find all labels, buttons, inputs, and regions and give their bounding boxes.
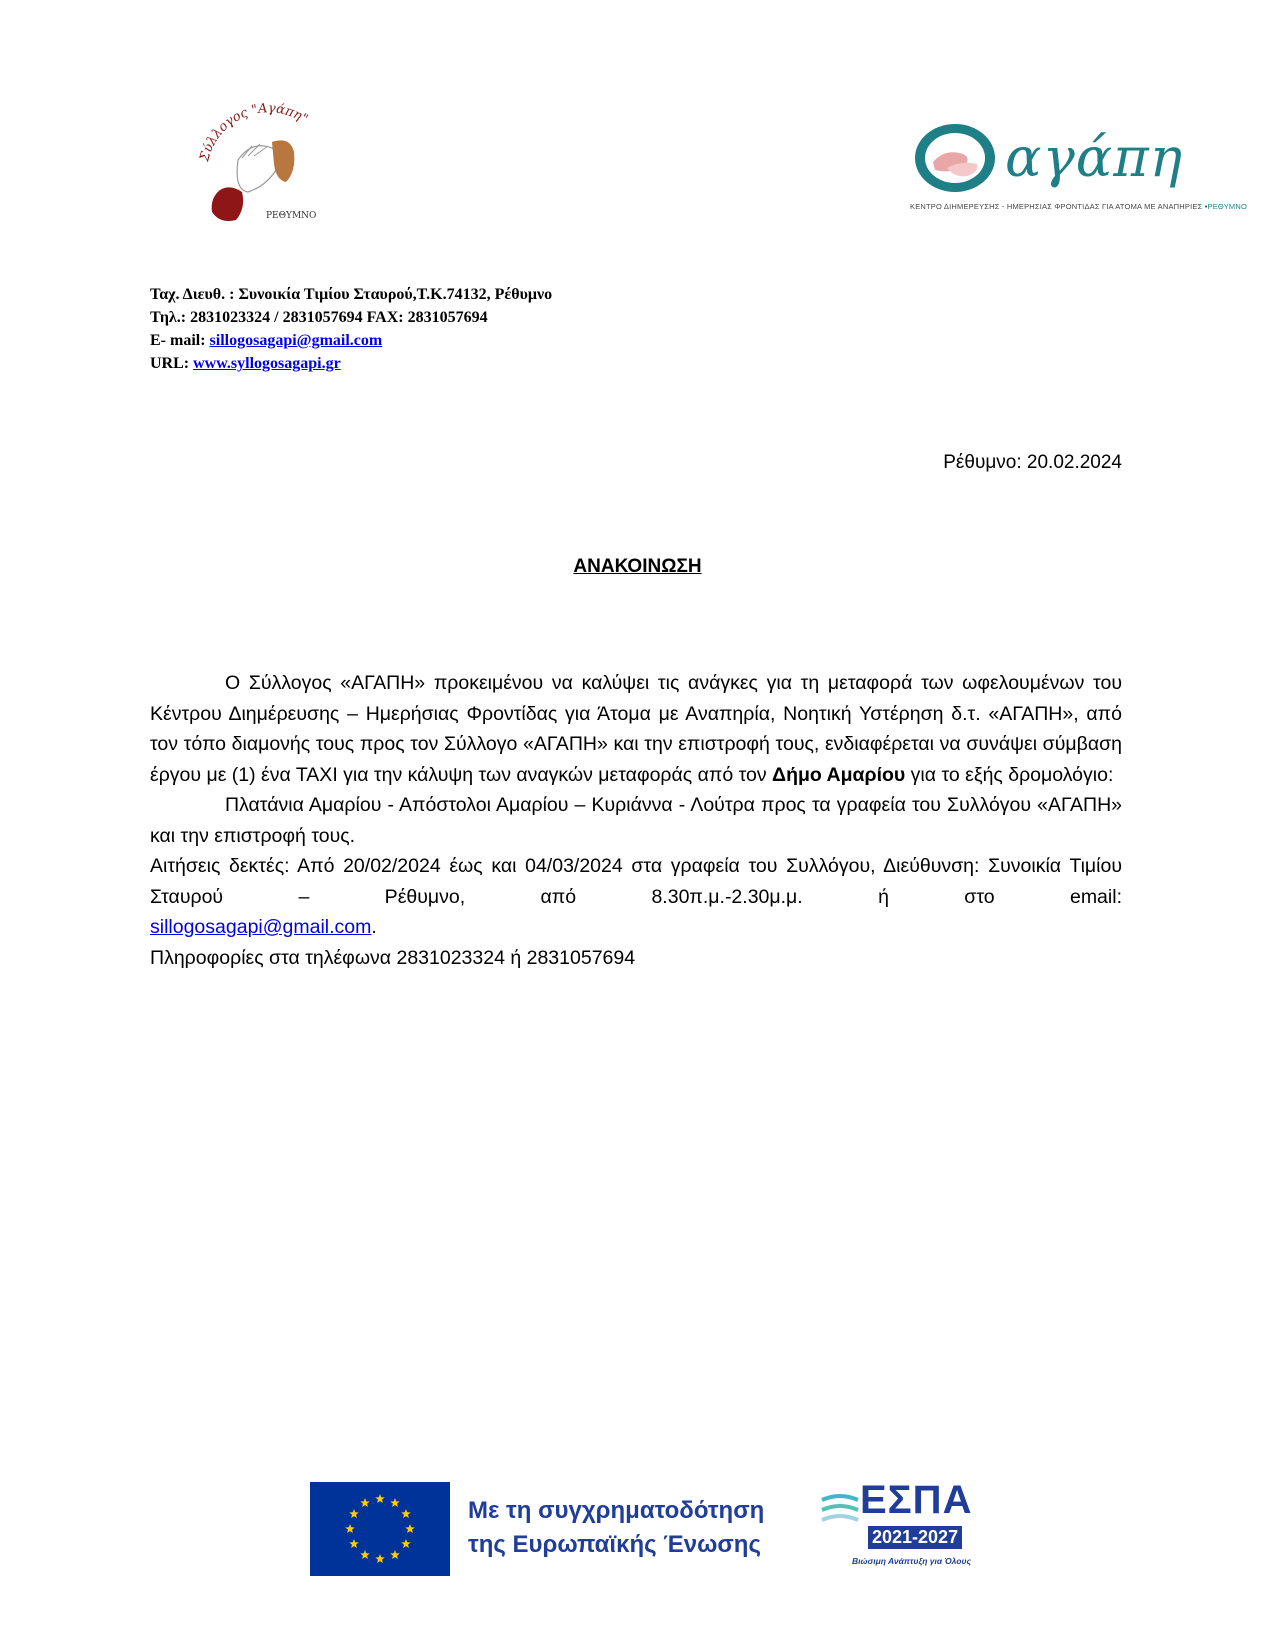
contact-email-line <box>150 329 552 352</box>
url-label: URL: <box>150 355 194 372</box>
website-link[interactable]: www.syllogosagapi.gr <box>193 355 341 372</box>
paragraph-3: Αιτήσεις δεκτές: Από 20/02/2024 έως και 04/03/2024 στα γραφεία του Συλλόγου, Διεύθυνση: Συνοικία Τιμίου Σταυρού – Ρέθυμνο, από 8.30π.μ.-2.30μ.μ. ή στο email: <box>150 855 1122 908</box>
cofunding-line-2: της Ευρωπαϊκής Ένωσης <box>468 1531 761 1558</box>
espa-logo <box>820 1478 973 1578</box>
funding-footer <box>310 1478 973 1578</box>
contact-url-line <box>150 352 552 375</box>
eu-flag-icon <box>310 1482 450 1576</box>
cofunding-line-1: Με τη συγχρηματοδότηση <box>468 1497 765 1524</box>
p1-text-end: για το εξής δρομολόγιο: <box>905 763 1114 786</box>
email-link[interactable]: sillogosagapi@gmail.com <box>209 332 383 349</box>
paragraph-4: Πληροφορίες στα τηλέφωνα 2831023324 ή 2831057694 <box>150 946 636 969</box>
logo-city-text: ΡΕΘΥΜΝΟ <box>266 211 317 221</box>
agapi-tagline <box>910 202 1248 211</box>
agapi-tagline-text: ΚΕΝΤΡΟ ΔΙΗΜΕΡΕΥΣΗΣ - ΗΜΕΡΗΣΙΑΣ ΦΡΟΝΤΙΔΑΣ ΓΙΑ ΑΤΟΜΑ ΜΕ ΑΝΑΠΗΡΙΕΣ • <box>910 202 1208 211</box>
p3-end: . <box>371 916 377 938</box>
syllogos-logo-graphic <box>190 100 350 230</box>
announcement-body <box>150 668 1122 973</box>
document-date: Ρέθυμνο: 20.02.2024 <box>943 452 1122 473</box>
paragraph-3-email-line <box>150 912 1122 943</box>
agapi-circle-icon <box>905 118 1005 198</box>
document-title: ΑΝΑΚΟΙΝΩΣΗ <box>573 556 702 577</box>
espa-years: 2021-2027 <box>868 1526 962 1549</box>
paragraph-2: Πλατάνια Αμαρίου - Απόστολοι Αμαρίου – Κυριάννα - Λούτρα προς τα γραφεία του Συλλόγου «ΑΓΑΠΗ» και την επιστροφή τους. <box>150 794 1122 847</box>
contact-phones: Τηλ.: 2831023324 / 2831057694 FAX: 2831057694 <box>150 309 488 326</box>
p1-bold-municipality: Δήμο Αμαρίου <box>772 763 906 786</box>
paragraph-1 <box>150 668 1122 790</box>
email-label: E- mail: <box>150 332 210 349</box>
espa-word: ΕΣΠΑ <box>860 1478 973 1522</box>
agapi-wordmark: αγάπη <box>1005 126 1184 189</box>
cofunding-text <box>468 1494 764 1562</box>
contact-block <box>150 283 552 375</box>
contact-address: Ταχ. Διευθ. : Συνοικία Τιμίου Σταυρού,Τ.Κ.74132, Ρέθυμνο <box>150 286 553 303</box>
syllogos-agapi-logo <box>190 100 350 230</box>
espa-waves-icon <box>820 1490 860 1540</box>
body-email-link[interactable]: sillogosagapi@gmail.com <box>150 916 372 938</box>
p1-text-start: Ο Σύλλογος «ΑΓΑΠΗ» προκειμένου να καλύψει τις ανάγκες για τη μεταφορά των ωφελουμένων του Κέντρου Διημέρευσης – Ημερήσιας Φροντίδας για Άτομα με Αναπηρία, Νοητική Υστέρηση δ.τ. «ΑΓΑΠΗ», από τον τόπο διαμονής τους προς τον Σύλλογο «ΑΓΑΠΗ» και την επιστροφή τους, ενδιαφέρεται να συνάψει σύμβαση έργου με (1) ένα ΤΑΧΙ για την κάλυψη των αναγκών μεταφοράς από τον <box>150 672 1122 786</box>
logo-arc-text: Σύλλογος "Αγάπη" <box>197 101 311 164</box>
agapi-tagline-city: ΡΕΘΥΜΝΟ <box>1207 202 1248 211</box>
espa-subtitle: Βιώσιμη Ανάπτυξη για Όλους <box>852 1556 972 1566</box>
agapi-center-logo <box>905 118 1248 223</box>
